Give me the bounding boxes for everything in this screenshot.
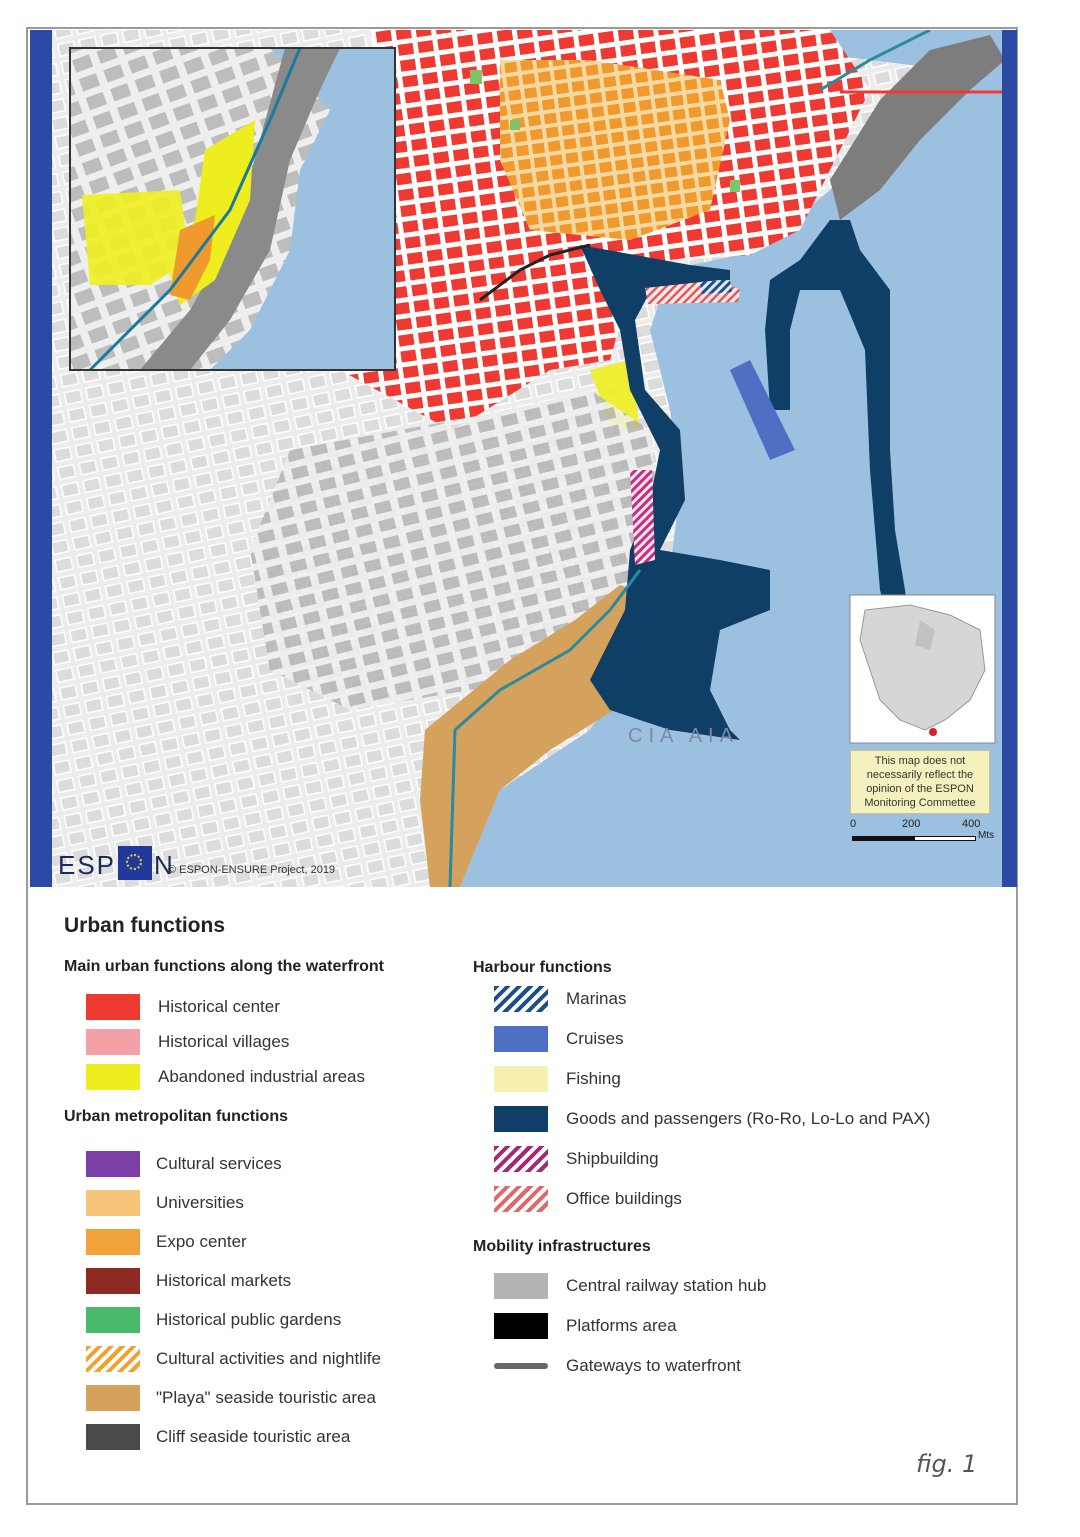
- legend-swatch: [494, 1026, 548, 1052]
- disclaimer-line: This map does not: [874, 755, 966, 767]
- disclaimer-line: Monitoring Commettee: [864, 797, 976, 809]
- espon-logo: [58, 846, 175, 882]
- legend-swatch: [494, 1066, 548, 1092]
- expo-center-zone: [500, 60, 730, 240]
- map-border-left: [30, 30, 52, 887]
- legend-swatch: [86, 1346, 140, 1372]
- legend-label: Gateways to waterfront: [566, 1356, 741, 1375]
- marina-zone: [700, 280, 732, 294]
- legend-label: Historical markets: [156, 1271, 292, 1290]
- legend-label: Shipbuilding: [566, 1149, 659, 1168]
- map-border-right: [1002, 30, 1017, 887]
- legend-swatch: [86, 1307, 140, 1333]
- place-label: CIA AIA: [628, 725, 739, 747]
- scale-bar: [850, 818, 1000, 858]
- public-garden: [510, 120, 520, 130]
- legend-line-swatch: [494, 1363, 548, 1369]
- legend-label: Cliff seaside touristic area: [156, 1427, 351, 1446]
- legend-label: Goods and passengers (Ro-Ro, Lo-Lo and PAX): [566, 1109, 931, 1128]
- legend-swatch: [86, 1424, 140, 1450]
- europe-locator-inset: [850, 595, 995, 743]
- legend-label: Fishing: [566, 1069, 621, 1088]
- section-title-waterfront: Main urban functions along the waterfront: [64, 958, 384, 975]
- legend-label: Cruises: [566, 1029, 624, 1048]
- legend-swatch: [494, 1146, 548, 1172]
- legend-label: Cultural services: [156, 1154, 282, 1173]
- legend-swatch: [86, 994, 140, 1020]
- disclaimer-box: [850, 750, 990, 814]
- map-credit: © ESPON-ENSURE Project, 2019: [168, 864, 336, 876]
- waterfront-map[interactable]: [30, 30, 1017, 887]
- public-garden: [470, 70, 482, 84]
- disclaimer-line: necessarily reflect the: [866, 769, 974, 781]
- legend-label: Expo center: [156, 1232, 247, 1251]
- section-title-metropolitan: Urban metropolitan functions: [64, 1108, 288, 1125]
- section-title-mobility: Mobility infrastructures: [473, 1238, 651, 1255]
- legend-swatch: [494, 1313, 548, 1339]
- legend-label: Historical villages: [158, 1032, 290, 1051]
- scale-tick-label: 200: [902, 818, 921, 830]
- legend-label: "Playa" seaside touristic area: [156, 1388, 376, 1407]
- legend-swatch: [86, 1190, 140, 1216]
- legend-swatch: [86, 1385, 140, 1411]
- legend-swatch: [86, 1064, 140, 1090]
- figure-label: fig. 1: [916, 1450, 978, 1478]
- legend-swatch: [86, 1151, 140, 1177]
- legend-swatch: [86, 1268, 140, 1294]
- logo-text: N: [154, 850, 175, 880]
- scale-unit: Mts: [978, 830, 995, 841]
- legend-label: Universities: [156, 1193, 244, 1212]
- legend-title: Urban functions: [64, 914, 225, 937]
- eu-flag-icon: [118, 846, 152, 880]
- legend-label: Office buildings: [566, 1189, 682, 1208]
- legend-label: Cultural activities and nightlife: [156, 1349, 381, 1368]
- inset-map: [70, 48, 395, 370]
- legend-label: Historical public gardens: [156, 1310, 342, 1329]
- scale-tick-label: 0: [850, 818, 857, 830]
- legend-label: Abandoned industrial areas: [158, 1067, 365, 1086]
- logo-text: ESP: [58, 850, 117, 880]
- legend-swatch: [86, 1029, 140, 1055]
- section-title-harbour: Harbour functions: [473, 959, 612, 976]
- legend-label: Historical center: [158, 997, 280, 1016]
- legend-label: Platforms area: [566, 1316, 677, 1335]
- legend-swatch: [494, 1353, 548, 1379]
- disclaimer-line: opinion of the ESPON: [866, 783, 974, 795]
- scale-tick-label: 400: [962, 818, 981, 830]
- legend-swatch: [494, 986, 548, 1012]
- public-garden: [730, 180, 740, 192]
- legend-swatch: [86, 1229, 140, 1255]
- legend-swatch: [494, 1273, 548, 1299]
- legend-swatch: [494, 1186, 548, 1212]
- legend-swatch: [494, 1106, 548, 1132]
- legend-label: Marinas: [566, 989, 627, 1008]
- location-marker: [929, 728, 937, 736]
- legend-label: Central railway station hub: [566, 1276, 767, 1295]
